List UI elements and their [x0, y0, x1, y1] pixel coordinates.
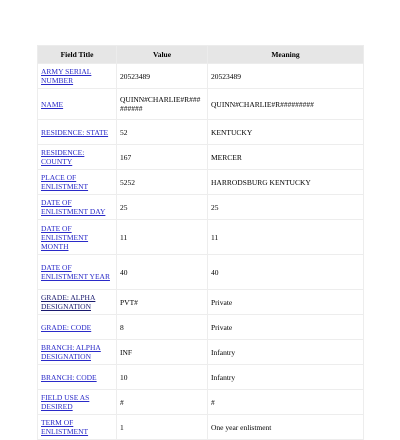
table-header-row: [38, 46, 364, 64]
table-row: [38, 120, 364, 145]
cell-meaning: 40: [208, 255, 364, 290]
table-row: [38, 64, 364, 89]
field-link-place-of-enlistment[interactable]: PLACE OF ENLISTMENT: [41, 173, 89, 191]
field-link-grade-code[interactable]: GRADE: CODE: [41, 322, 92, 332]
cell-meaning: KENTUCKY: [208, 120, 364, 145]
table-row: [38, 340, 364, 365]
cell-meaning: #: [208, 390, 364, 415]
table-row: [38, 415, 364, 440]
cell-value: 5252: [117, 170, 208, 195]
cell-value: 1: [117, 415, 208, 440]
cell-meaning: 25: [208, 195, 364, 220]
header-value: Value: [117, 46, 208, 64]
cell-value: #: [117, 390, 208, 415]
field-link-enlistment-month[interactable]: DATE OF ENLISTMENT MONTH: [41, 223, 89, 251]
table-row: [38, 145, 364, 170]
field-link-branch-alpha[interactable]: BRANCH: ALPHA DESIGNATION: [41, 343, 101, 361]
cell-value: 11: [117, 220, 208, 255]
field-link-name[interactable]: NAME: [41, 99, 64, 109]
cell-meaning: QUINN#CHARLIE#R#########: [208, 89, 364, 120]
table-row: [38, 170, 364, 195]
cell-value: 52: [117, 120, 208, 145]
table-row: [38, 390, 364, 415]
cell-meaning: 11: [208, 220, 364, 255]
cell-value: 10: [117, 365, 208, 390]
table-row: [38, 290, 364, 315]
field-link-field-use[interactable]: FIELD USE AS DESIRED: [41, 393, 90, 411]
field-link-enlistment-year[interactable]: DATE OF ENLISTMENT YEAR: [41, 263, 110, 281]
cell-value: 20523489: [117, 64, 208, 89]
cell-value: 40: [117, 255, 208, 290]
cell-meaning: Infantry: [208, 365, 364, 390]
table-row: [38, 315, 364, 340]
field-link-army-serial-number[interactable]: ARMY SERIAL NUMBER: [41, 67, 92, 85]
cell-value: 25: [117, 195, 208, 220]
cell-meaning: Private: [208, 315, 364, 340]
field-link-branch-code[interactable]: BRANCH: CODE: [41, 372, 97, 382]
field-link-grade-alpha[interactable]: GRADE: ALPHA DESIGNATION: [41, 293, 96, 311]
cell-value: INF: [117, 340, 208, 365]
field-link-residence-state[interactable]: RESIDENCE: STATE: [41, 127, 109, 137]
cell-meaning: 20523489: [208, 64, 364, 89]
table-row: [38, 220, 364, 255]
header-field-title: Field Title: [38, 46, 117, 64]
field-link-term-of-enlistment[interactable]: TERM OF ENLISTMENT: [41, 418, 89, 436]
field-link-residence-county[interactable]: RESIDENCE: COUNTY: [41, 148, 85, 166]
cell-meaning: Infantry: [208, 340, 364, 365]
cell-meaning: MERCER: [208, 145, 364, 170]
cell-value: 167: [117, 145, 208, 170]
cell-meaning: HARRODSBURG KENTUCKY: [208, 170, 364, 195]
table-row: [38, 195, 364, 220]
table-row: [38, 89, 364, 120]
enlistment-record-table: [37, 45, 364, 440]
cell-meaning: One year enlistment: [208, 415, 364, 440]
cell-value: PVT#: [117, 290, 208, 315]
field-link-enlistment-day[interactable]: DATE OF ENLISTMENT DAY: [41, 198, 106, 216]
cell-value: 8: [117, 315, 208, 340]
table-row: [38, 255, 364, 290]
header-meaning: Meaning: [208, 46, 364, 64]
cell-meaning: Private: [208, 290, 364, 315]
table-row: [38, 365, 364, 390]
cell-value: QUINN#CHARLIE#R#########: [117, 89, 208, 120]
